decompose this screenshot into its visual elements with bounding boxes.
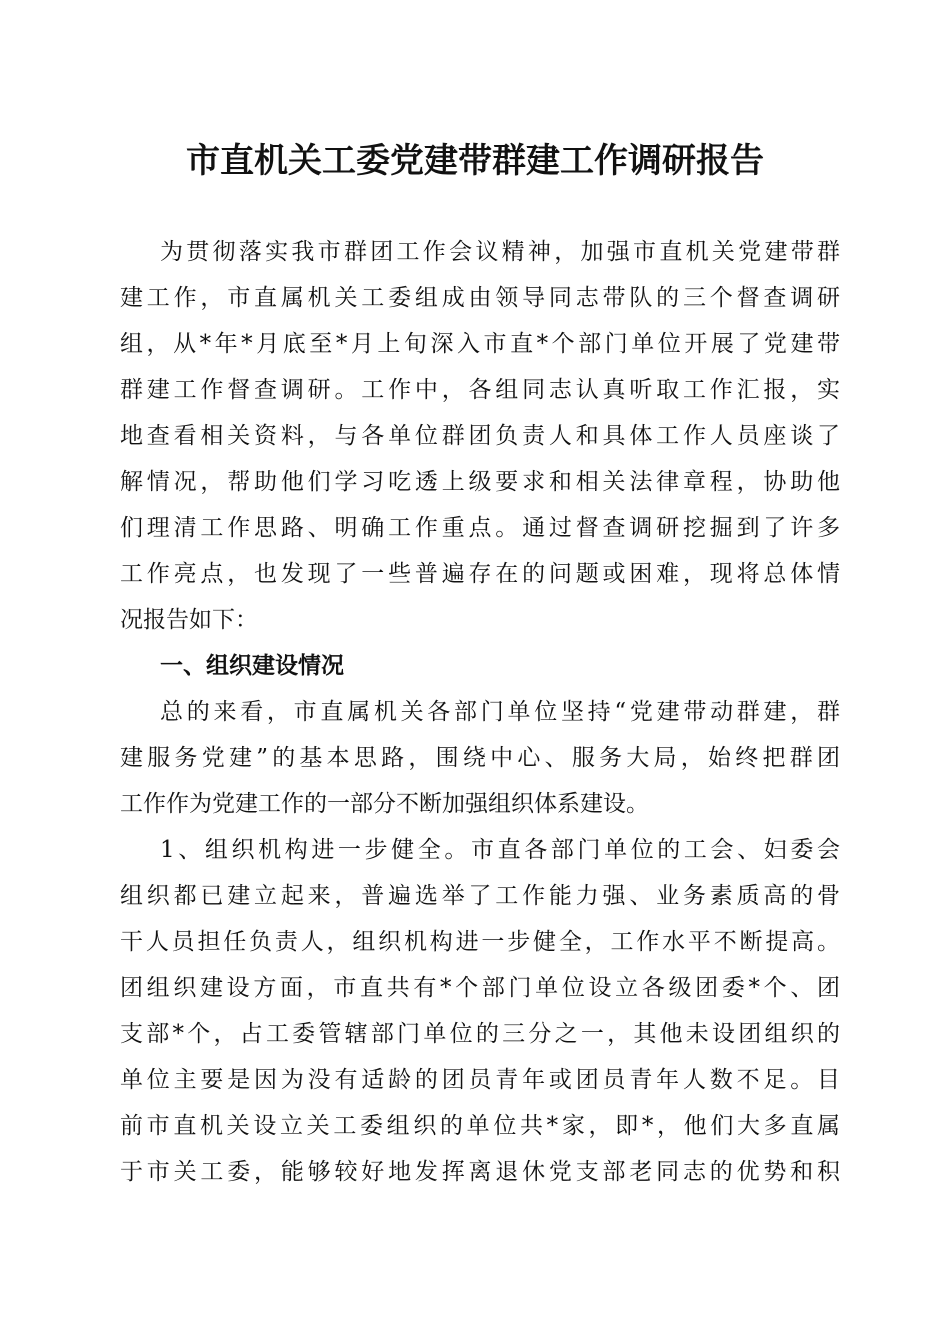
paragraph-line: 干人员担任负责人，组织机构进一步健全，工作水平不断提高。 [120,929,840,955]
paragraph-line: 们理清工作思路、明确工作重点。通过督查调研挖掘到了许多 [120,515,840,541]
paragraph-line: 组，从*年*月底至*月上旬深入市直*个部门单位开展了党建带 [120,331,840,357]
paragraph-line: 况报告如下： [120,607,258,633]
paragraph-line: 于市关工委，能够较好地发挥离退休党支部老同志的优势和积 [120,1159,840,1185]
paragraph-line: 解情况，帮助他们学习吃透上级要求和相关法律章程，协助他 [120,469,840,495]
paragraph-line: 支部*个，占工委管辖部门单位的三分之一，其他未设团组织的 [120,1021,840,1047]
paragraph-line: 工作亮点，也发现了一些普遍存在的问题或困难，现将总体情 [120,561,840,587]
paragraph-line: 组织都已建立起来，普遍选举了工作能力强、业务素质高的骨 [120,883,840,909]
document-body [120,229,840,1195]
paragraph-line: 单位主要是因为没有适龄的团员青年或团员青年人数不足。目 [120,1067,840,1093]
paragraph-line: 前市直机关设立关工委组织的单位共*家，即*，他们大多直属 [120,1113,840,1139]
paragraph-line: 地查看相关资料，与各单位群团负责人和具体工作人员座谈了 [120,423,840,449]
section-heading: 一、组织建设情况 [160,653,344,679]
paragraph-line: 为贯彻落实我市群团工作会议精神，加强市直机关党建带群 [160,239,840,265]
paragraph-line: 总的来看，市直属机关各部门单位坚持“党建带动群建，群 [160,699,840,725]
paragraph-line: 建工作，市直属机关工委组成由领导同志带队的三个督查调研 [120,285,840,311]
document-title: 市直机关工委党建带群建工作调研报告 [186,141,764,181]
paragraph-line: 群建工作督查调研。工作中，各组同志认真听取工作汇报，实 [120,377,840,403]
paragraph-line: 团组织建设方面，市直共有*个部门单位设立各级团委*个、团 [120,975,840,1001]
paragraph-line: 1、组织机构进一步健全。市直各部门单位的工会、妇委会 [160,837,840,863]
paragraph-line: 建服务党建”的基本思路，围绕中心、服务大局，始终把群团 [120,745,840,771]
paragraph-line: 工作作为党建工作的一部分不断加强组织体系建设。 [120,791,649,817]
